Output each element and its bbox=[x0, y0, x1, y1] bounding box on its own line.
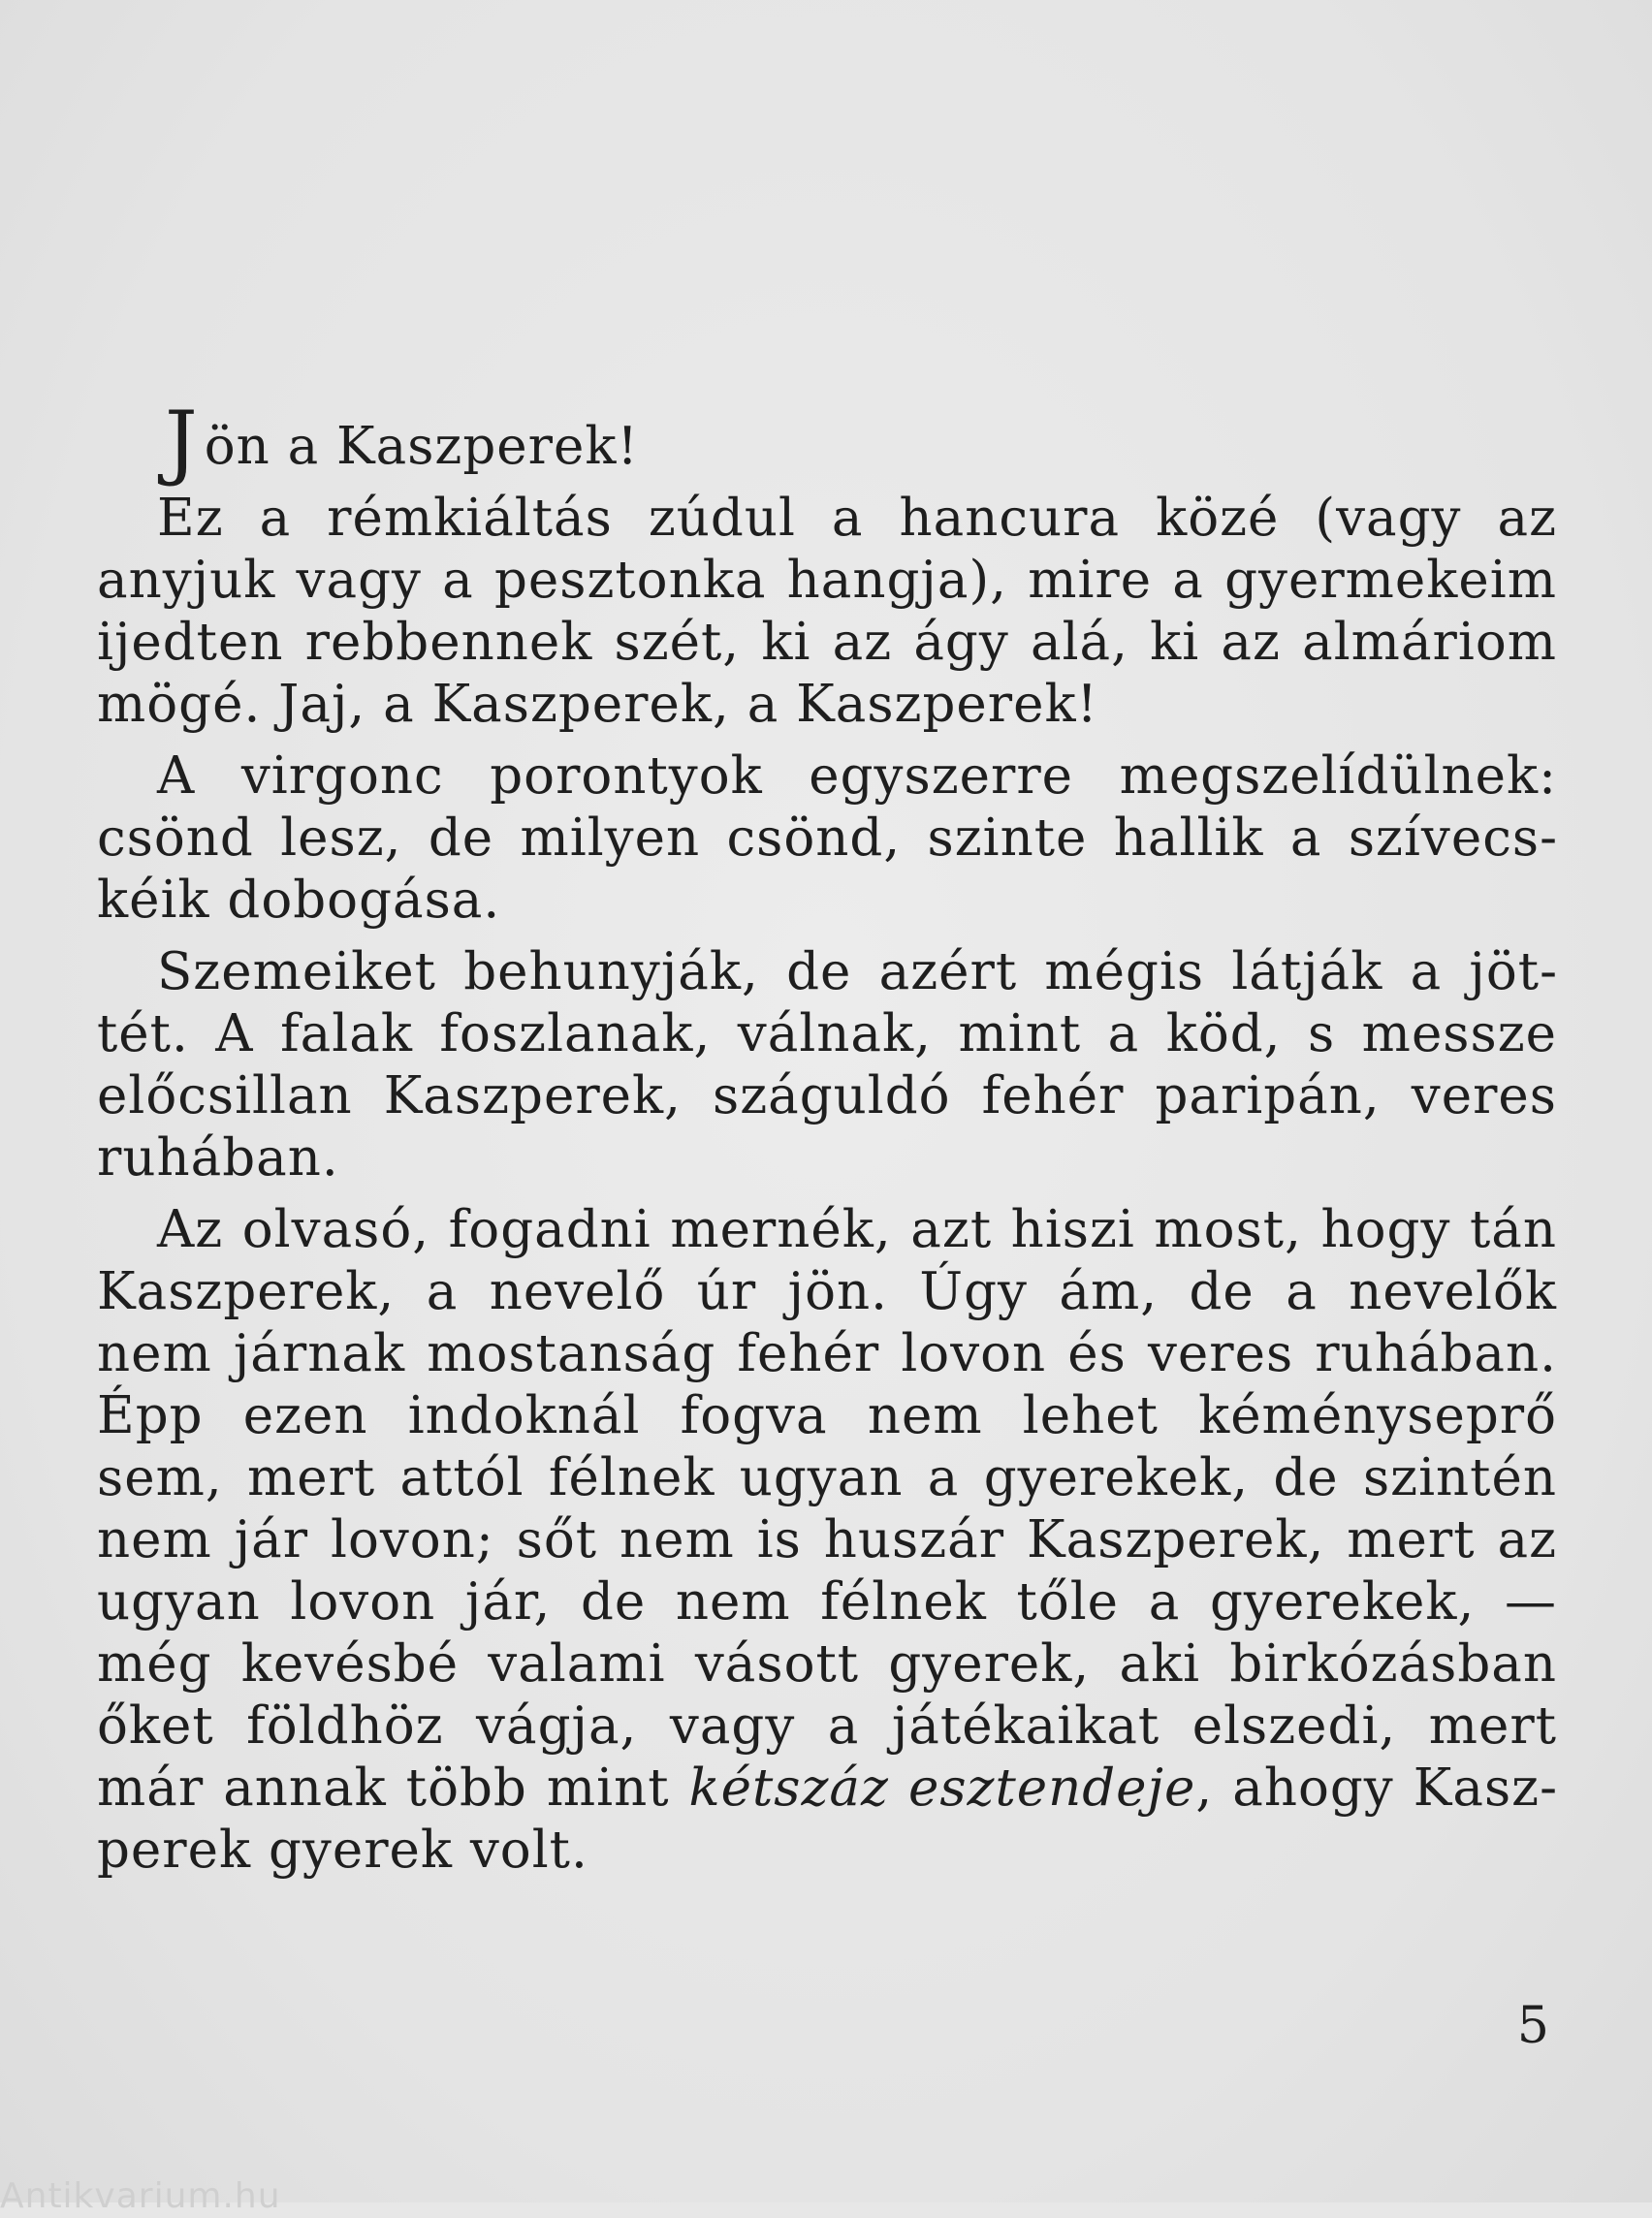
paragraph-4-text-start: Az olvasó, fogadni mernék, azt hiszi most, hogy tán Kaszperek, a nevelő úr jön. Úgy ám, de a nevelők nem járnak mostanság fehér lovon és veres ruhában. Épp ezen indoknál fogva nem lehet kéményseprő sem, mert attól félnek ugyan a gyerekek, de szintén nem jár lovon; sőt nem is huszár Kaszperek, mert az ugyan lovon jár, de nem félnek tőle a gyerekek, — még kevésbé valami vásott gyerek, aki birkózásban őket földhöz vágja, vagy a játékaikat elszedi, mert már annak több mint bbox=[97, 1200, 1557, 1818]
drop-cap: J bbox=[165, 394, 199, 489]
paragraph-1: Ez a rémkiáltás zúdul a hancura közé (vagy az anyjuk vagy a pesztonka hangja), mire a gyermekeim ijedten rebbennek szét, ki az ágy alá, ki az almáriom mögé. Jaj, a Kaszperek, a Kaszperek! bbox=[97, 489, 1557, 734]
paragraph-4-italic-phrase: kétszáz esztendeje bbox=[688, 1759, 1196, 1818]
chapter-opening-line bbox=[165, 394, 1557, 489]
paragraph-2: A virgonc porontyok egyszerre megszelídülnek: csönd lesz, de milyen csönd, szinte hallik a szívecskéik dobogása. bbox=[97, 746, 1557, 930]
paragraph-4 bbox=[97, 1199, 1557, 1882]
paragraph-3: Szemeiket behunyják, de azért mégis látják a jöttét. A falak foszlanak, válnak, mint a köd, s messze előcsillan Kaszperek, száguldó fehér paripán, veres ruhában. bbox=[97, 942, 1557, 1188]
watermark bbox=[0, 2176, 368, 2216]
paragraph-4-text-end: , ahogy Kaszperek gyerek volt. bbox=[97, 1759, 1557, 1880]
opening-line-text: ön a Kaszperek! bbox=[204, 417, 639, 476]
watermark-text: Antikvarium.hu bbox=[0, 2176, 281, 2216]
page-number: 5 bbox=[1516, 1997, 1549, 2055]
book-page-text bbox=[97, 394, 1557, 1891]
